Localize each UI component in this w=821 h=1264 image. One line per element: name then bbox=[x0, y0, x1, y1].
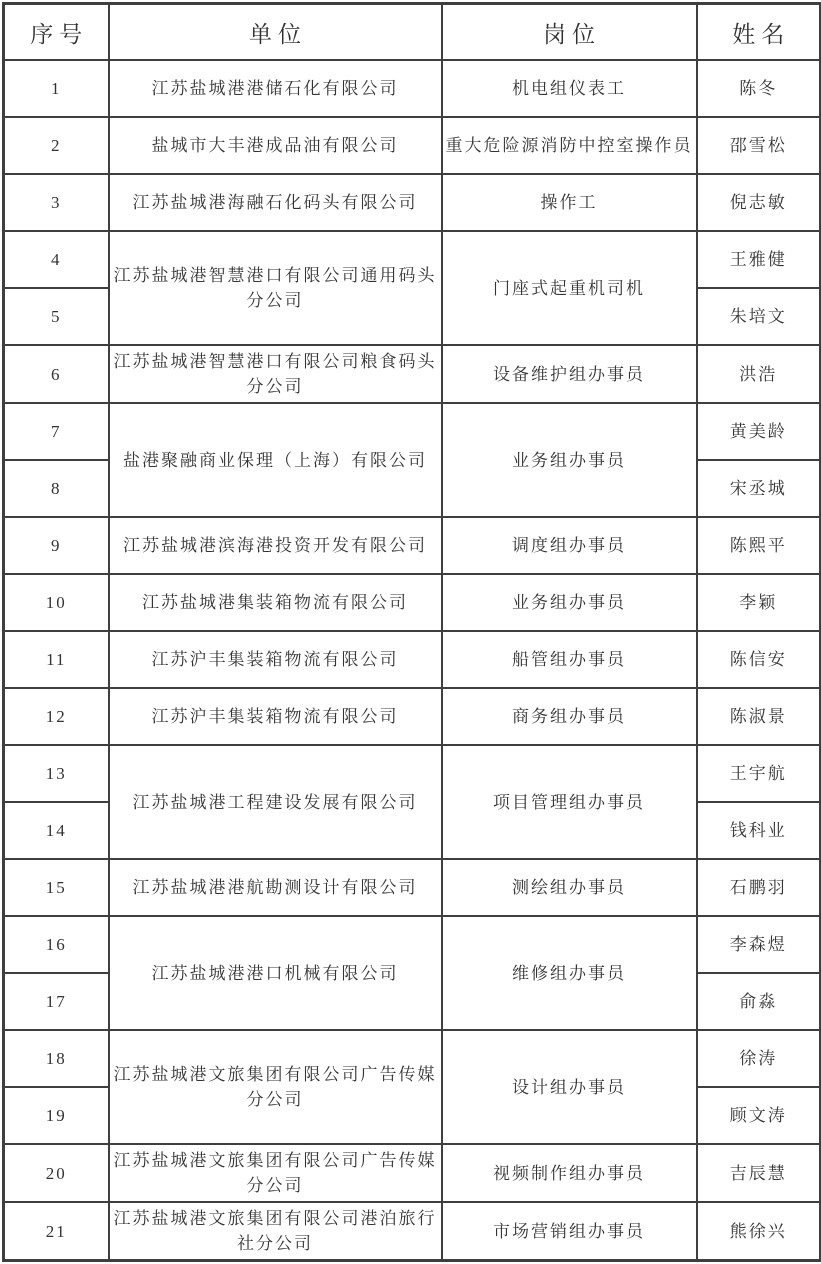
unit-cell-merged: 江苏盐城港港口机械有限公司 bbox=[109, 916, 442, 1030]
seq-cell: 8 bbox=[4, 460, 109, 517]
seq-cell: 10 bbox=[4, 574, 109, 631]
position-cell: 测绘组办事员 bbox=[442, 859, 697, 916]
name-cell: 顾文涛 bbox=[697, 1087, 821, 1144]
position-cell: 重大危险源消防中控室操作员 bbox=[442, 117, 697, 174]
table-row bbox=[4, 859, 821, 916]
header-seq: 序号 bbox=[4, 4, 109, 61]
name-cell: 洪浩 bbox=[697, 345, 821, 403]
position-cell: 设备维护组办事员 bbox=[442, 345, 697, 403]
seq-cell: 4 bbox=[4, 231, 109, 288]
unit-cell: 江苏盐城港滨海港投资开发有限公司 bbox=[109, 517, 442, 574]
name-cell: 吉辰慧 bbox=[697, 1144, 821, 1202]
name-cell: 陈熙平 bbox=[697, 517, 821, 574]
table-row bbox=[4, 916, 821, 973]
seq-cell: 20 bbox=[4, 1144, 109, 1202]
seq-cell: 12 bbox=[4, 688, 109, 745]
seq-cell: 16 bbox=[4, 916, 109, 973]
table-row bbox=[4, 403, 821, 460]
seq-cell: 13 bbox=[4, 745, 109, 802]
name-cell: 熊徐兴 bbox=[697, 1202, 821, 1261]
position-cell: 调度组办事员 bbox=[442, 517, 697, 574]
name-cell: 陈冬 bbox=[697, 60, 821, 117]
position-cell: 机电组仪表工 bbox=[442, 60, 697, 117]
unit-cell: 江苏沪丰集装箱物流有限公司 bbox=[109, 688, 442, 745]
seq-cell: 14 bbox=[4, 802, 109, 859]
seq-cell: 3 bbox=[4, 174, 109, 231]
name-cell: 石鹏羽 bbox=[697, 859, 821, 916]
header-position: 岗位 bbox=[442, 4, 697, 61]
name-cell: 李颖 bbox=[697, 574, 821, 631]
table-row bbox=[4, 574, 821, 631]
name-cell: 宋丞城 bbox=[697, 460, 821, 517]
seq-cell: 2 bbox=[4, 117, 109, 174]
name-cell: 朱培文 bbox=[697, 288, 821, 345]
unit-cell: 江苏盐城港智慧港口有限公司粮食码头分公司 bbox=[109, 345, 442, 403]
seq-cell: 1 bbox=[4, 60, 109, 117]
seq-cell: 15 bbox=[4, 859, 109, 916]
table-row bbox=[4, 60, 821, 117]
unit-cell-merged: 江苏盐城港智慧港口有限公司通用码头分公司 bbox=[109, 231, 442, 345]
name-cell: 王雅健 bbox=[697, 231, 821, 288]
seq-cell: 7 bbox=[4, 403, 109, 460]
table-row bbox=[4, 517, 821, 574]
table-row bbox=[4, 174, 821, 231]
unit-cell-merged: 盐港聚融商业保理（上海）有限公司 bbox=[109, 403, 442, 517]
name-cell: 徐涛 bbox=[697, 1030, 821, 1087]
unit-cell-merged: 江苏盐城港文旅集团有限公司广告传媒分公司 bbox=[109, 1030, 442, 1144]
position-cell: 商务组办事员 bbox=[442, 688, 697, 745]
table-row bbox=[4, 688, 821, 745]
table-row bbox=[4, 117, 821, 174]
seq-cell: 5 bbox=[4, 288, 109, 345]
name-cell: 李森煜 bbox=[697, 916, 821, 973]
table-row bbox=[4, 631, 821, 688]
name-cell: 邵雪松 bbox=[697, 117, 821, 174]
position-cell: 业务组办事员 bbox=[442, 574, 697, 631]
position-cell-merged: 业务组办事员 bbox=[442, 403, 697, 517]
position-cell-merged: 项目管理组办事员 bbox=[442, 745, 697, 859]
position-cell: 市场营销组办事员 bbox=[442, 1202, 697, 1261]
seq-cell: 9 bbox=[4, 517, 109, 574]
unit-cell: 盐城市大丰港成品油有限公司 bbox=[109, 117, 442, 174]
unit-cell: 江苏盐城港港航勘测设计有限公司 bbox=[109, 859, 442, 916]
name-cell: 陈淑景 bbox=[697, 688, 821, 745]
unit-cell: 江苏盐城港文旅集团有限公司港泊旅行社分公司 bbox=[109, 1202, 442, 1261]
header-row bbox=[4, 4, 821, 61]
unit-cell: 江苏盐城港海融石化码头有限公司 bbox=[109, 174, 442, 231]
name-cell: 倪志敏 bbox=[697, 174, 821, 231]
position-cell-merged: 设计组办事员 bbox=[442, 1030, 697, 1144]
table-row bbox=[4, 1202, 821, 1261]
position-cell: 船管组办事员 bbox=[442, 631, 697, 688]
name-cell: 黄美龄 bbox=[697, 403, 821, 460]
table-row bbox=[4, 745, 821, 802]
table-row bbox=[4, 1030, 821, 1087]
seq-cell: 18 bbox=[4, 1030, 109, 1087]
seq-cell: 19 bbox=[4, 1087, 109, 1144]
name-cell: 俞淼 bbox=[697, 973, 821, 1030]
seq-cell: 6 bbox=[4, 345, 109, 403]
position-cell: 视频制作组办事员 bbox=[442, 1144, 697, 1202]
seq-cell: 21 bbox=[4, 1202, 109, 1261]
position-cell-merged: 门座式起重机司机 bbox=[442, 231, 697, 345]
table-row bbox=[4, 1144, 821, 1202]
name-cell: 钱科业 bbox=[697, 802, 821, 859]
unit-cell: 江苏沪丰集装箱物流有限公司 bbox=[109, 631, 442, 688]
seq-cell: 17 bbox=[4, 973, 109, 1030]
header-unit: 单位 bbox=[109, 4, 442, 61]
table-row bbox=[4, 345, 821, 403]
unit-cell: 江苏盐城港港储石化有限公司 bbox=[109, 60, 442, 117]
position-cell: 操作工 bbox=[442, 174, 697, 231]
unit-cell-merged: 江苏盐城港工程建设发展有限公司 bbox=[109, 745, 442, 859]
position-cell-merged: 维修组办事员 bbox=[442, 916, 697, 1030]
name-cell: 陈信安 bbox=[697, 631, 821, 688]
name-cell: 王宇航 bbox=[697, 745, 821, 802]
unit-cell: 江苏盐城港文旅集团有限公司广告传媒分公司 bbox=[109, 1144, 442, 1202]
personnel-roster-table bbox=[2, 2, 821, 1262]
header-name: 姓名 bbox=[697, 4, 821, 61]
seq-cell: 11 bbox=[4, 631, 109, 688]
table-row bbox=[4, 231, 821, 288]
unit-cell: 江苏盐城港集装箱物流有限公司 bbox=[109, 574, 442, 631]
